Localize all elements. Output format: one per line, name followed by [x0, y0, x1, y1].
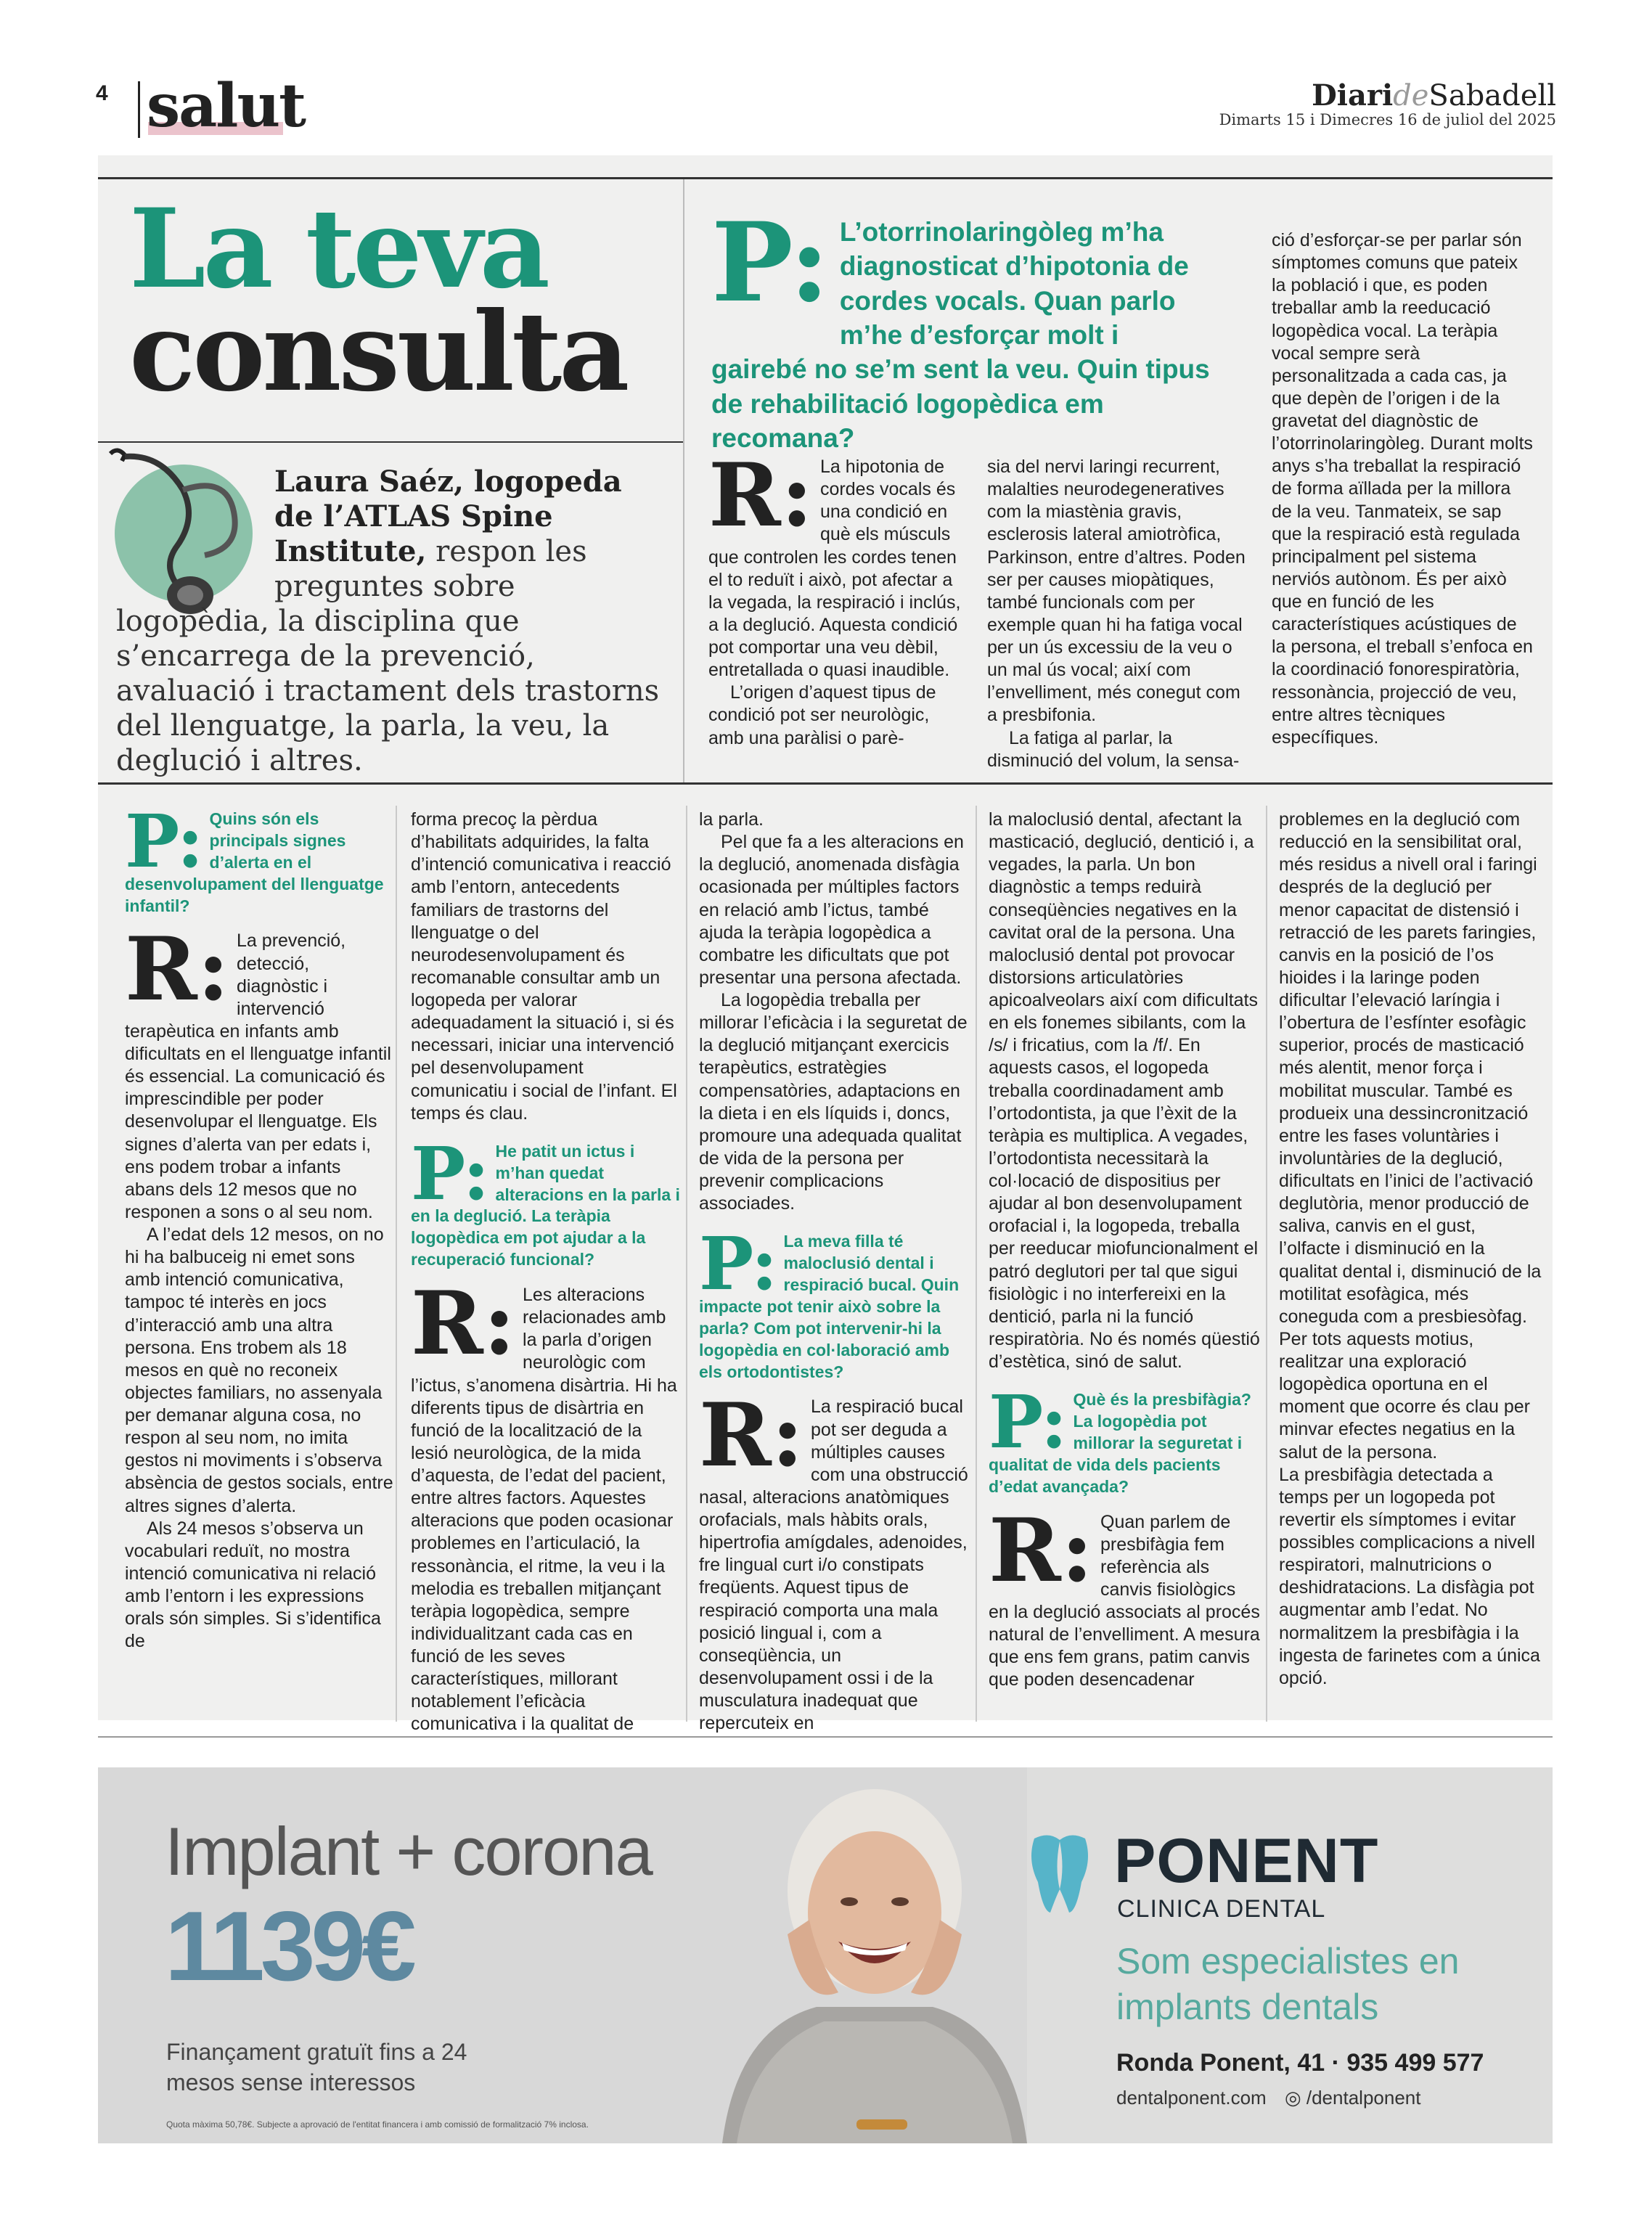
- column-divider: [1266, 806, 1267, 1722]
- issue-date: Dimarts 15 i Dimecres 16 de juliol del 2025: [1219, 111, 1556, 128]
- question-1-text: L’otorrinolaringòleg m’ha diagnosticat d’hipotonia de cordes vocals. Quan parlo m’he d’esforçar molt i gairebé no se’m sent la veu. Quin tipus de rehabilitació logopèdica em recomana?: [711, 217, 1210, 454]
- answer-1-para1: La hipotonia de cordes vocals és una condició en què els músculs que controlen les cordes tenen el to reduït i això, pot afectar a la vegada, la respiració i inclús, a la deglució. Aquesta condició pot comportar una veu dèbil, entretallada o quasi inaudible.: [708, 457, 961, 681]
- question-marker: P:: [989, 1379, 1068, 1465]
- ad-fine-print: Quota màxima 50,78€. Subjecte a aprovació de l'entitat financera i amb comissió de formalització 7% inclosa.: [166, 2119, 589, 2130]
- clinic-social[interactable]: /dentalponent: [1306, 2087, 1421, 2109]
- answer-1-para3: sia del nervi laringi recurrent, malalties neurodegeneratives com la miastènia gravis, esclerosis lateral amiotròfica, Parkinson, entre d’altres. Poden ser per causes miopàtiques, també funcionals com per exemple quan hi ha fatiga vocal per un ús excessiu de la veu o un mal ús vocal; així com l’envelliment, més conegut com a presbifonia.: [987, 457, 1246, 726]
- newspaper-brand: [1312, 78, 1556, 113]
- clinic-address: Ronda Ponent, 41 · 935 499 577: [1116, 2049, 1484, 2077]
- answer-3-para4: La logopèdia treballa per millorar l’eficàcia i la seguretat de la deglució mitjançant exercicis terapèutics, estratègies compensatòries, adaptacions en la dieta i en els líquids i, doncs, promoure una adequada qualitat de vida de la persona per prevenir complicacions associades.: [699, 990, 968, 1214]
- tooth-logo-icon: [1027, 1831, 1092, 1918]
- question-1: [711, 199, 1219, 456]
- clinic-brand: PONENT: [1114, 1826, 1379, 1896]
- answer-4-para2: la maloclusió dental, afectant la masticació, deglució, dentició i, a vegades, la parla. Un bon diagnòstic a temps reduirà conseqüències negatives en la cavitat oral de la persona. Una maloclusió dental pot provocar distorsions articulatòries apicoalveolars així com dificultats en els fonemes sibilants, com la /s/ i fricatius, com la /f/. En aquests casos, el logopeda treballa coordinadament amb l’ortodontista, ja que l’èxit de la teràpia es multiplica. A vegades, l’ortodontista necessitarà la col·locació de dispositius per ajudar al bon desenvolupament orofacial i, la logopeda, treballa per reeducar miofuncionalment el patró deglutori per tal que sigui fisiològic i no interfereixi en la dentició, parla ni la funció respiratòria. No és només qüestió d’estètica, sinó de salut.: [989, 809, 1260, 1372]
- answer-marker: R:: [708, 444, 814, 547]
- answer-4-para1: La respiració bucal pot ser deguda a múltiples causes com una obstrucció nasal, alteracions anatòmiques orofacials, mals hàbits orals, hipertrofia amígdales, adenoides, fre lingual curt i/o constipats freqüents. Aquest tipus de respiració comporta una mala posició lingual i, com a conseqüència, un desenvolupament ossi i de la musculatura inadequat que repercuteix en: [699, 1396, 968, 1734]
- answer-1-para4: La fatiga al parlar, la disminució del volum, la sensa-: [987, 727, 1240, 771]
- question-4-text: La meva filla té maloclusió dental i respiració bucal. Quin impacte pot tenir això sobre la parla? Com pot intervenir-hi la logopèdia en col·laboració amb els ortodontistes?: [699, 1232, 960, 1381]
- instagram-icon: ◎: [1284, 2087, 1301, 2109]
- answer-1-col3: [1272, 229, 1534, 749]
- answer-3-para3: Pel que fa a les alteracions en la deglució, anomenada disfàgia ocasionada per múltiples factors en relació amb l’ictus, també ajuda la teràpia logopèdica a combatre les dificultats que pot presentar una persona afectada.: [699, 832, 964, 988]
- intro-author: Laura Saéz, logopeda de l’ATLAS Spine Institute,: [274, 465, 622, 568]
- ad-headline: Implant + corona: [165, 1813, 652, 1889]
- ad-price: 1139€: [165, 1891, 412, 2001]
- smiling-woman-photo: [693, 1767, 1056, 2143]
- lower-column-4: [989, 809, 1260, 1692]
- lower-column-1: [125, 798, 393, 1653]
- lower-column-3: [699, 809, 970, 1735]
- column-divider: [686, 806, 687, 1722]
- lower-column-5: [1279, 809, 1542, 1690]
- clinic-subtitle: CLINICA DENTAL: [1117, 1895, 1326, 1923]
- ad-financing: Finançament gratuït fins a 24 mesos sense interessos: [166, 2039, 467, 2095]
- page-number: 4: [96, 81, 108, 105]
- question-marker: P:: [411, 1130, 490, 1216]
- answer-marker: R:: [699, 1384, 804, 1487]
- answer-2-para1: La prevenció, detecció, diagnòstic i intervenció terapèutica en infants amb dificultats en el llenguatge infantil és essencial. La comunicació és imprescindible per poder desenvolupar el llenguatge. Els signes d’alerta van per edats i, ens podem trobar a infants abans dels 12 mesos que no responen a sons o al seu nom.: [125, 931, 391, 1222]
- brand-bold: Diari: [1312, 78, 1394, 113]
- brand-rest: Sabadell: [1428, 79, 1556, 113]
- section-title: salut: [147, 71, 305, 141]
- question-marker: P:: [699, 1221, 778, 1307]
- headline-line2: consulta: [129, 288, 627, 416]
- intro-text: [116, 465, 668, 778]
- answer-2-para2: A l’edat dels 12 mesos, on no hi ha balbuceig ni emet sons amb intenció comunicativa, tampoc té interès en jocs d’interacció amb una altra persona. Ens trobem als 18 mesos en què no reconeix objectes familiars, no assenyala per demanar alguna cosa, no respon al seu nom, no imita gestos ni moviments i s’observa absència de gestos socials, entre altres signes d’alerta.: [125, 1224, 393, 1516]
- title-rule: [98, 441, 683, 443]
- answer-5-para1: Quan parlem de presbifàgia fem referència als canvis fisiològics en la deglució associats al procés natural de l’envelliment. A mesura que ens fem grans, patim canvis que poden desencadenar: [989, 1511, 1260, 1690]
- advertisement[interactable]: [98, 1767, 1553, 2143]
- answer-1-col1: [708, 444, 965, 750]
- answer-3-para1: Les alteracions relacionades amb la parla d’origen neurològic com l’ictus, s’anomena disàrtria. Hi ha diferents tipus de disàrtria en funció de la localització de la lesió neurològica, de la mida d’aquesta, de l’edat del pacient, entre altres factors. Aquestes alteracions que poden ocasionar problemes en l’articulació, la ressonància, el ritme, la veu i la melodia es treballen mitjançant teràpia logopèdica, sempre individualitzant cada cas en funció de les seves característiques, millorant notablement l’eficàcia comunicativa i la qualitat de: [411, 1285, 677, 1735]
- intro-description: respon les preguntes sobre logopèdia, la disciplina que s’encarrega de la prevenció, avaluació i tractament dels trastorns del llenguatge, la parla, la veu, la deglució i altres.: [116, 535, 660, 777]
- middle-rule: [98, 782, 1553, 785]
- answer-2-para3: Als 24 mesos s’observa un vocabulari reduït, no mostra intenció comunicativa ni relació amb l’entorn i les expressions orals són simples. Si s’identifica de: [125, 1518, 381, 1652]
- answer-1-para2: L’origen d’aquest tipus de condició pot ser neurològic, amb una paràlisi o parè-: [708, 682, 936, 748]
- answer-5-para2: problemes en la deglució com reducció en la sensibilitat oral, més residus a nivell oral i faringi després de la deglució per menor capacitat de distensió i retracció de les parets faringies, canvis en la posició de l’os hioides i la laringe poden dificultar l’elevació laríngia i l’obertura de l’esfínter esofàgic superior, procés de masticació més alentit, menor força i mobilitat muscular. També es produeix una dessincronització entre les fases voluntàries i involuntàries de la deglució, dificultats en l’inici de l’activació deglutòria, menor producció de saliva, canvis en el gust, l’olfacte i disminució en la qualitat dental i, disminució de la motilitat esofàgica, més coneguda com a presbiesòfag. Per tots aquests motius, realitzar una exploració logopèdica oportuna en el moment que ocorre és clau per minvar efectes negatius en la salut de la persona.: [1279, 809, 1542, 1463]
- header-divider: [138, 81, 140, 138]
- column-divider: [976, 806, 977, 1722]
- column-divider: [396, 806, 397, 1722]
- top-rule: [98, 177, 1553, 179]
- clinic-tagline: Som especialistes en implants dentals: [1116, 1941, 1460, 2027]
- top-column-divider: [683, 179, 684, 782]
- answer-1-para5: ció d’esforçar-se per parlar són símptomes comuns que pateix la població i que, es poden treballar amb la reeducació logopèdica vocal. La teràpia vocal sempre serà personalitzada a cada cas, ja que depèn de l’origen i de la gravetat del diagnòstic de l’otorrinolaringòleg. Durant molts anys s’ha treballat la respiració de forma aïllada per la millora de la veu. Tanmateix, se sap que la respiració està regulada principalment pel sistema nerviós autònom. És per això que en funció de les característiques acústiques de la persona, el treball s’enfoca en la coordinació fonorespiratòria, ressonància, projecció de veu, entre altres tècniques específiques.: [1272, 230, 1533, 748]
- answer-2-para4: forma precoç la pèrdua d’habilitats adquirides, la falta d’intenció comunicativa i reacció amb l’entorn, antecedents familiars de trastorns del llenguatge o del neurodesenvolupament és recomanable consultar amb un logopeda per valorar adequadament la situació i, si és necessari, iniciar una intervenció pel desenvolupament comunicatiu i social de l’infant. El temps és clau.: [411, 809, 677, 1124]
- headline-line1: La teva: [129, 185, 547, 313]
- clinic-web[interactable]: [1116, 2087, 1420, 2109]
- ad-separator-rule: [98, 1736, 1553, 1738]
- answer-marker: R:: [125, 918, 230, 1021]
- question-3-text: He patit un ictus i m’han quedat alteracions en la parla i en la deglució. La teràpia logopèdica em pot ajudar a la recuperació funcional?: [411, 1141, 680, 1269]
- question-2-text: Quins són els principals signes d’alerta en el desenvolupament del llenguatge infantil?: [125, 809, 384, 915]
- question-marker: P:: [125, 798, 204, 884]
- answer-marker: R:: [411, 1272, 516, 1375]
- question-5-text: Què és la presbifàgia? La logopèdia pot millorar la seguretat i qualitat de vida dels pacients d’edat avançada?: [989, 1390, 1251, 1496]
- question-marker: P:: [711, 199, 830, 327]
- brand-de: de: [1393, 79, 1429, 113]
- answer-marker: R:: [989, 1499, 1094, 1602]
- answer-5-para3: La presbifàgia detectada a temps per un logopeda pot revertir els símptomes i evitar possibles complicacions a nivell respiratori, malnutricions o deshidratacions. La disfàgia pot augmentar amb l’edat. No normalitzem la presbifàgia i la ingesta de farinetes com a única opció.: [1279, 1464, 1540, 1688]
- clinic-website[interactable]: dentalponent.com: [1116, 2087, 1267, 2109]
- answer-3-para2: la parla.: [699, 809, 764, 830]
- answer-1-col2: [987, 456, 1251, 772]
- lower-column-2: [411, 809, 681, 1736]
